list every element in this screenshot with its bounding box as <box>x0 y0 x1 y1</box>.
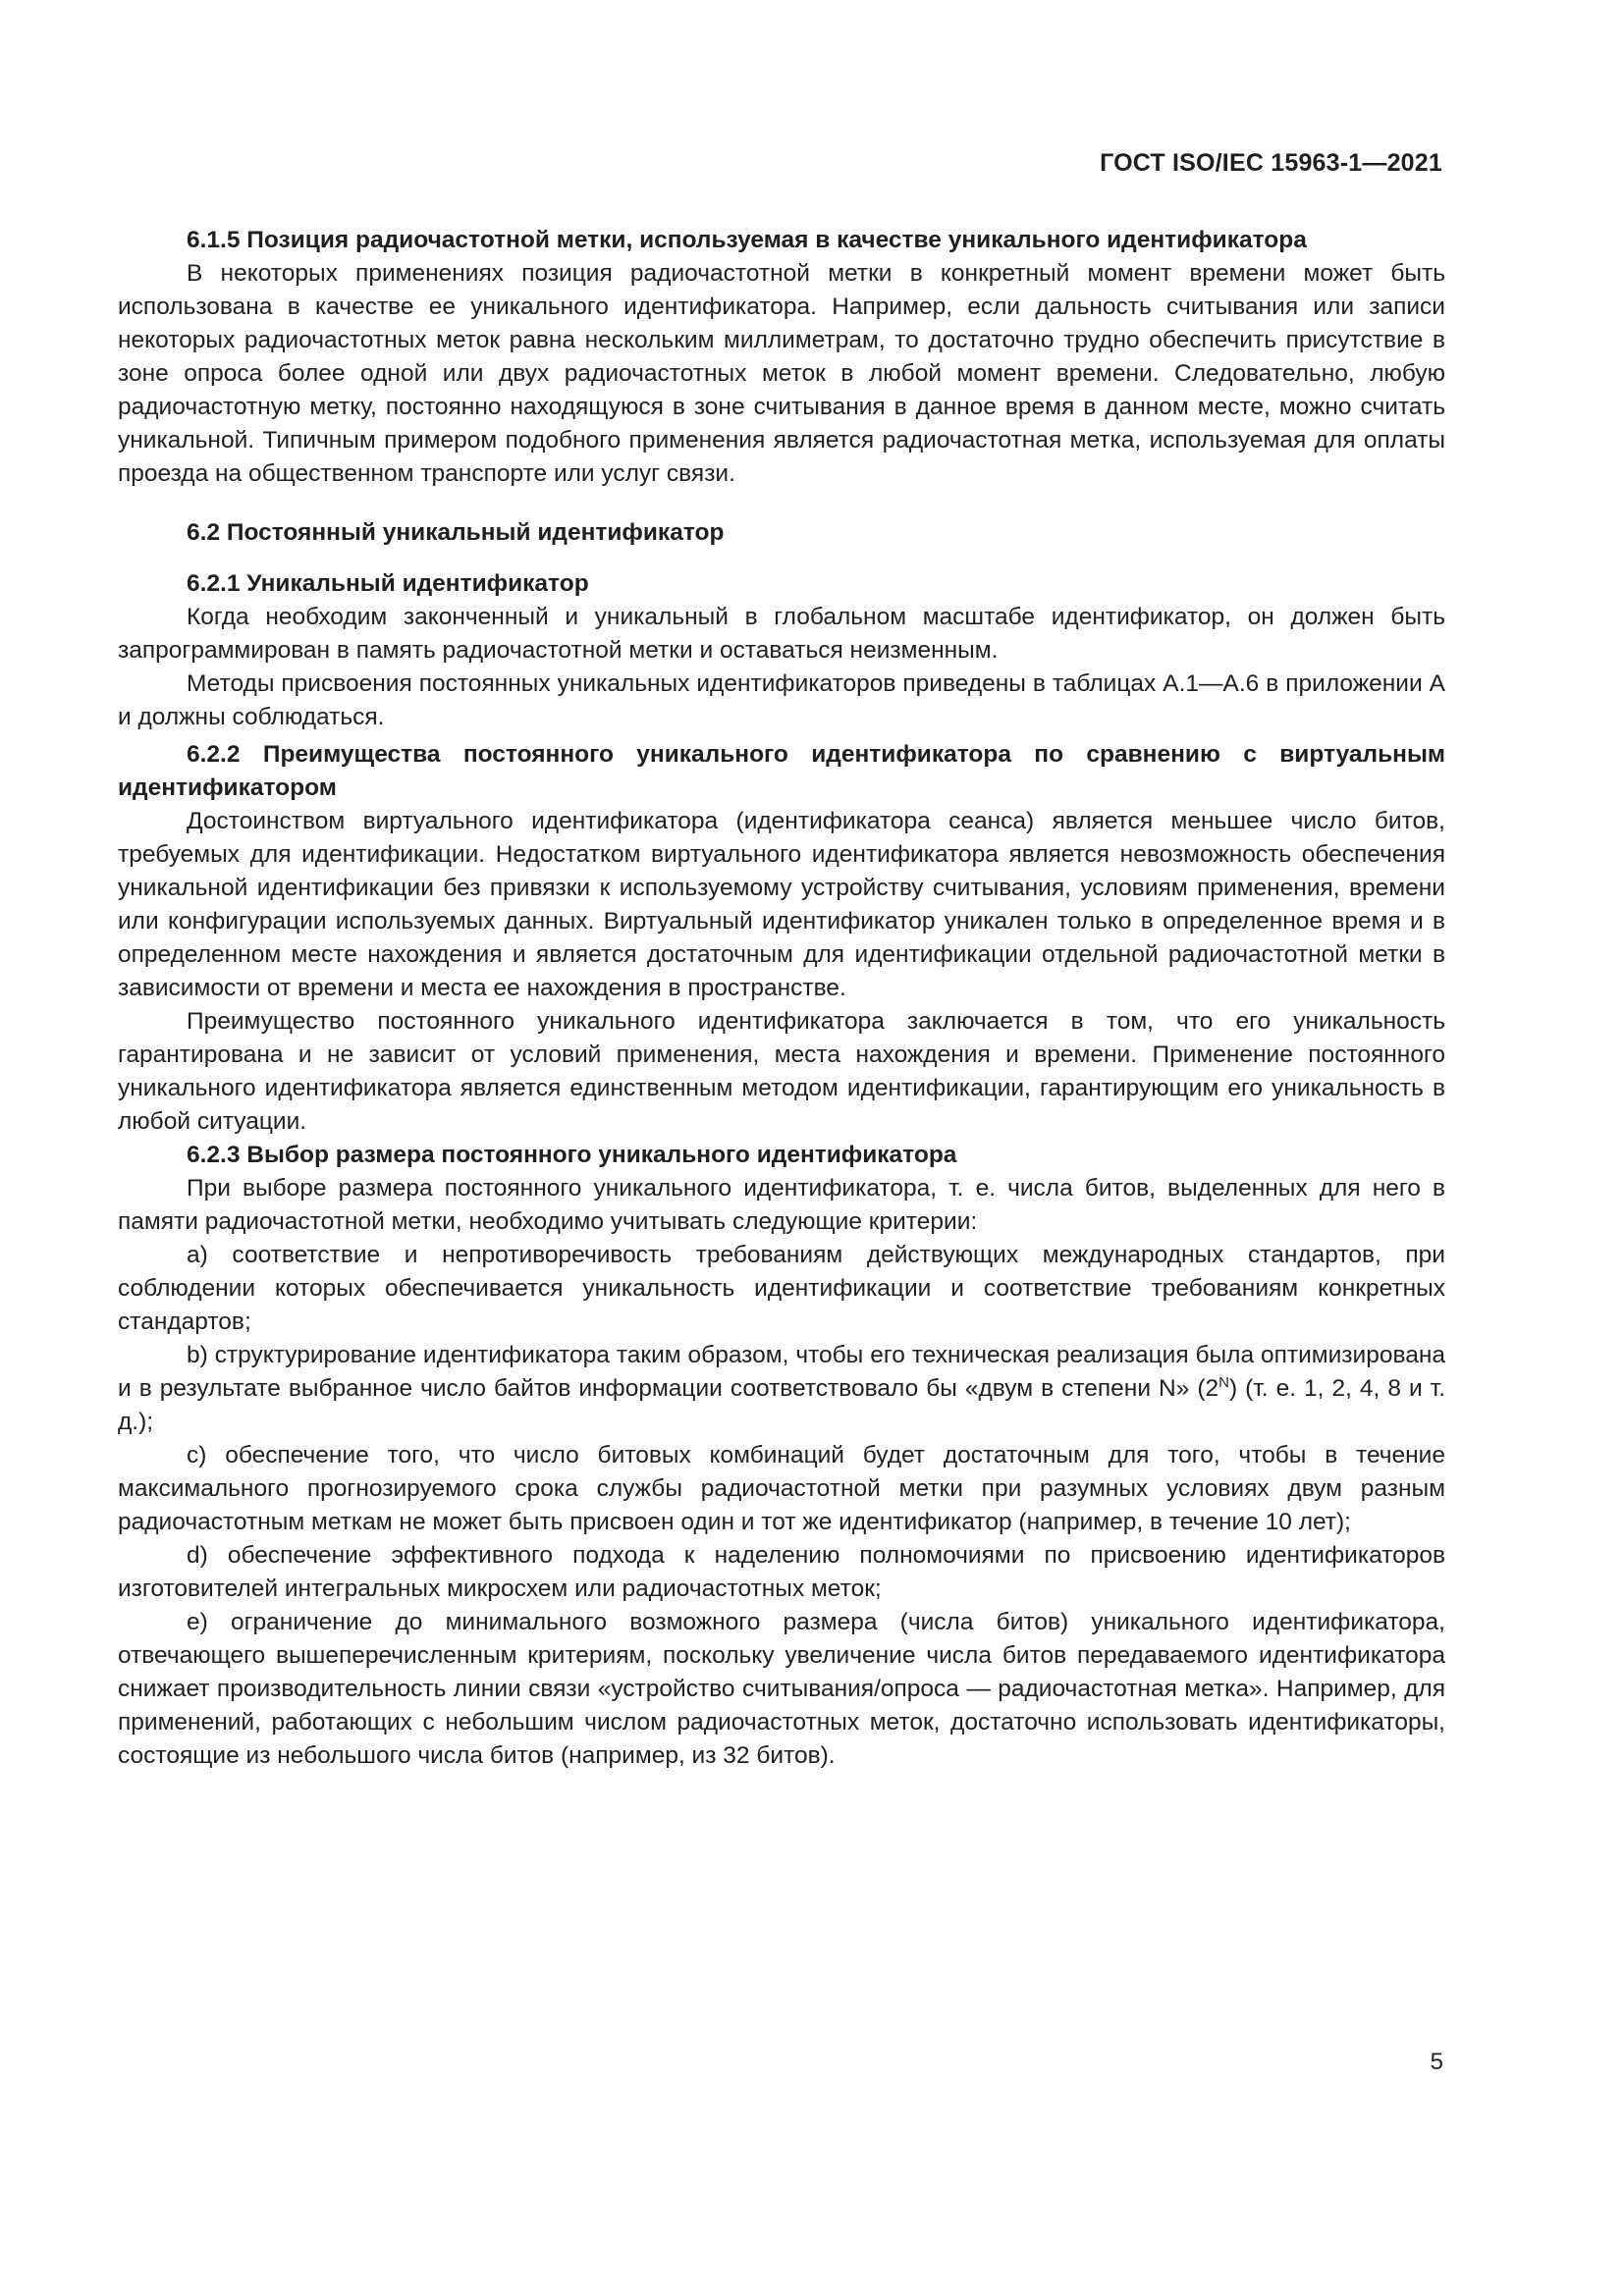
paragraph: Достоинством виртуального идентификатора (идентификатора сеанса) является меньшее число битов, требуемых для идентификации. Недостатком виртуального идентификатора является невозможность обеспечения уникальной идентификации без привязки к используемому устройству считывания, условиям применения, времени или конфигурации используемых данных. Виртуальный идентификатор уникален только в определенное время и в определенном месте нахождения и является достаточным для идентификации отдельной радиочастотной метки в зависимости от времени и места ее нахождения в пространстве. <box>118 808 1445 1001</box>
section-heading-6-2-2: 6.2.2 Преимущества постоянного уникального идентификатора по сравнению с виртуальным идентификатором <box>118 741 1445 801</box>
superscript: N <box>1218 1373 1229 1391</box>
paragraph: Методы присвоения постоянных уникальных идентификаторов приведены в таблицах А.1—А.6 в приложении А и должны соблюдаться. <box>118 670 1445 730</box>
section-heading-6-2-3: 6.2.3 Выбор размера постоянного уникального идентификатора <box>187 1142 957 1168</box>
section-heading-6-2: 6.2 Постоянный уникальный идентификатор <box>187 519 725 546</box>
list-item-b-text: b) структурирование идентификатора таким образом, чтобы его техническая реализация была оптимизирована и в результате выбранное число байтов информации соответствовало бы «двум в степени N» (2 <box>118 1342 1445 1402</box>
list-item-d: d) обеспечение эффективного подхода к наделению полномочиями по присвоению идентификаторов изготовителей интегральных микросхем или радиочастотных меток; <box>118 1542 1445 1602</box>
list-item-b-text-end: ) (т. е. 1, 2, 4, 8 и т. д.); <box>118 1375 1445 1435</box>
document-header: ГОСТ ISO/IEC 15963-1—2021 <box>1100 149 1442 177</box>
list-item-e: е) ограничение до минимального возможного размера (числа битов) уникального идентификатора, отвечающего вышеперечисленным критериям, поскольку увеличение числа битов передаваемого идентификатора снижает производительность линии связи «устройство считывания/опроса — радиочастотная метка». Например, для применений, работающих с небольшим числом радиочастотных меток, достаточно использовать идентификаторы, состоящие из небольшого числа битов (например, из 32 битов). <box>118 1609 1445 1769</box>
section-heading-6-1-5: 6.1.5 Позиция радиочастотной метки, используемая в качестве уникального идентификатора <box>187 227 1307 253</box>
section-heading-6-2-1: 6.2.1 Уникальный идентификатор <box>187 570 589 597</box>
page-number: 5 <box>1430 2049 1443 2075</box>
paragraph: При выборе размера постоянного уникального идентификатора, т. е. числа битов, выделенных для него в памяти радиочастотной метки, необходимо учитывать следующие критерии: <box>118 1175 1445 1235</box>
paragraph: В некоторых применениях позиция радиочастотной метки в конкретный момент времени может быть использована в качестве ее уникального идентификатора. Например, если дальность считывания или записи некоторых радиочастотных меток равна нескольким миллиметрам, то достаточно трудно обеспечить присутствие в зоне опроса более одной или двух радиочастотных меток в любой момент времени. Следовательно, любую радиочастотную метку, постоянно находящуюся в зоне считывания в данное время в данном месте, можно считать уникальной. Типичным примером подобного применения является радиочастотная метка, используемая для оплаты проезда на общественном транспорте или услуг связи. <box>118 260 1445 487</box>
document-body <box>118 224 1445 1773</box>
paragraph: Когда необходим законченный и уникальный в глобальном масштабе идентификатор, он должен быть запрограммирован в память радиочастотной метки и оставаться неизменным. <box>118 604 1445 664</box>
paragraph: Преимущество постоянного уникального идентификатора заключается в том, что его уникальность гарантирована и не зависит от условий применения, места нахождения и времени. Применение постоянного уникального идентификатора является единственным методом идентификации, гарантирующим его уникальность в любой ситуации. <box>118 1008 1445 1135</box>
list-item-b <box>118 1339 1445 1439</box>
list-item-a: а) соответствие и непротиворечивость требованиям действующих международных стандартов, при соблюдении которых обеспечивается уникальность идентификации и соответствие требованиям конкретных стандартов; <box>118 1242 1445 1335</box>
list-item-c: с) обеспечение того, что число битовых комбинаций будет достаточным для того, чтобы в течение максимального прогнозируемого срока службы радиочастотной метки при разумных условиях двум разным радиочастотным меткам не может быть присвоен один и тот же идентификатор (например, в течение 10 лет); <box>118 1442 1445 1535</box>
